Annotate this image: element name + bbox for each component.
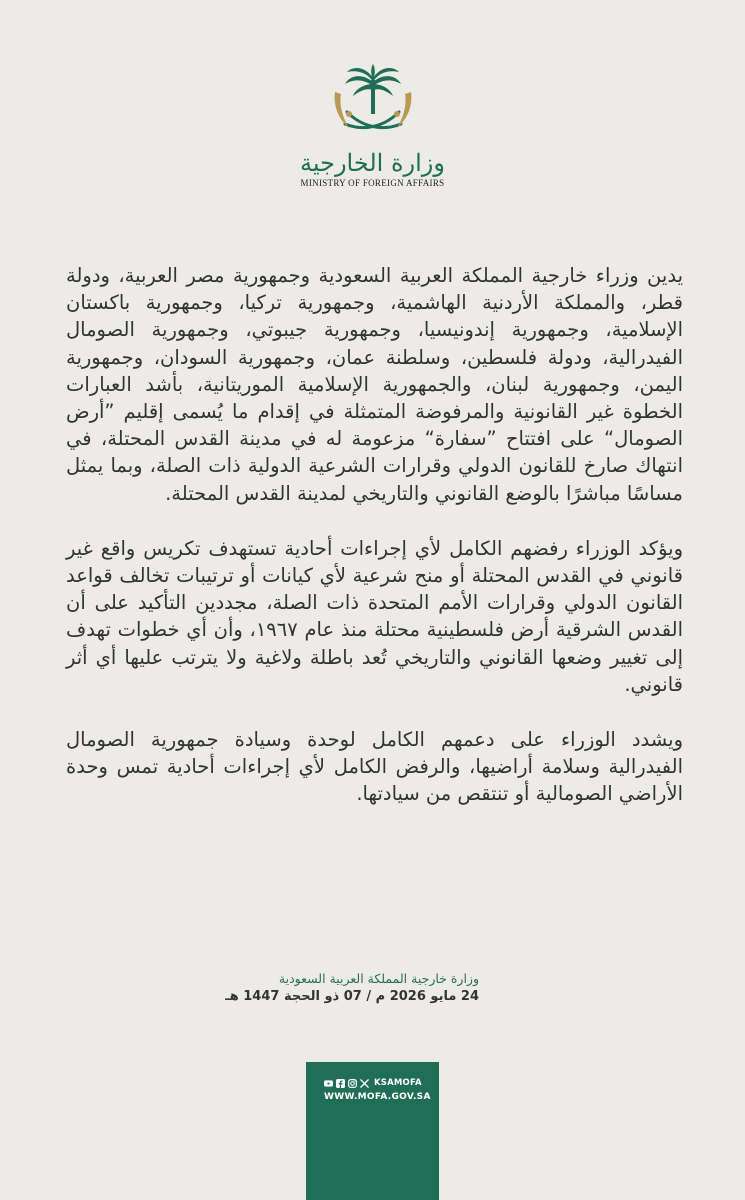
- statement-body: [66, 262, 683, 836]
- statement-paragraph-2: ويؤكد الوزراء رفضهم الكامل لأي إجراءات أحادية تستهدف تكريس واقع غير قانوني في القدس المحتلة أو منح شرعية لأي كيانات أو ترتيبات تخالف قواعد القانون الدولي وقرارات الأمم المتحدة ذات الصلة، مجددين التأكيد على أن القدس الشرقية أرض فلسطينية محتلة منذ عام ١٩٦٧، وأن أي خطوات تهدف إلى تغيير وضعها القانوني والتاريخي تُعد باطلة ولاغية ولا يترتب عليها أي أثر قانوني.: [66, 536, 683, 696]
- letterhead: [0, 62, 745, 188]
- social-handle[interactable]: KSAMOFA: [374, 1078, 422, 1088]
- ministry-name-english: MINISTRY OF FOREIGN AFFAIRS: [300, 178, 445, 189]
- footer-badge: [306, 1062, 439, 1200]
- instagram-icon[interactable]: [348, 1079, 357, 1088]
- website-link[interactable]: WWW.MOFA.GOV.SA: [324, 1092, 431, 1102]
- signature-ministry: وزارة خارجية المملكة العربية السعودية: [278, 971, 479, 986]
- saudi-emblem-palm-swords-icon: [331, 62, 415, 146]
- x-icon[interactable]: [360, 1079, 369, 1088]
- statement-paragraph-3: ويشدد الوزراء على دعمهم الكامل لوحدة وسيادة جمهورية الصومال الفيدرالية وسلامة أراضيها، والرفض الكامل لأي إجراءات أحادية تمس وحدة الأراضي الصومالية أو تنتقص من سيادتها.: [66, 728, 683, 806]
- social-links: [324, 1078, 422, 1088]
- signature-date: 24 مايو 2026 م / 07 ذو الحجة 1447 هـ: [225, 989, 479, 1004]
- ministry-name-arabic: وزارة الخارجية: [300, 149, 445, 177]
- facebook-icon[interactable]: [336, 1079, 345, 1088]
- youtube-icon[interactable]: [324, 1079, 333, 1088]
- signature-block: [225, 970, 479, 1006]
- statement-paragraph-1: يدين وزراء خارجية المملكة العربية السعودية وجمهورية مصر العربية، ودولة قطر، والمملكة الأردنية الهاشمية، وجمهورية تركيا، وجمهورية باكستان الإسلامية، وجمهورية إندونيسيا، وجمهورية جيبوتي، وجمهورية الصومال الفيدرالية، ودولة فلسطين، وسلطنة عمان، وجمهورية السودان، وجمهورية اليمن، وجمهورية لبنان، والجمهورية الإسلامية الموريتانية، بأشد العبارات الخطوة غير القانونية والمرفوضة المتمثلة في إقدام ما يُسمى إقليم ”أرض الصومال“ على افتتاح ”سفارة“ مزعومة له في مدينة القدس المحتلة، في انتهاك صارخ للقانون الدولي وقرارات الشرعية الدولية ذات الصلة، وبما يمثل مساسًا مباشرًا بالوضع القانوني والتاريخي لمدينة القدس المحتلة.: [66, 264, 683, 505]
